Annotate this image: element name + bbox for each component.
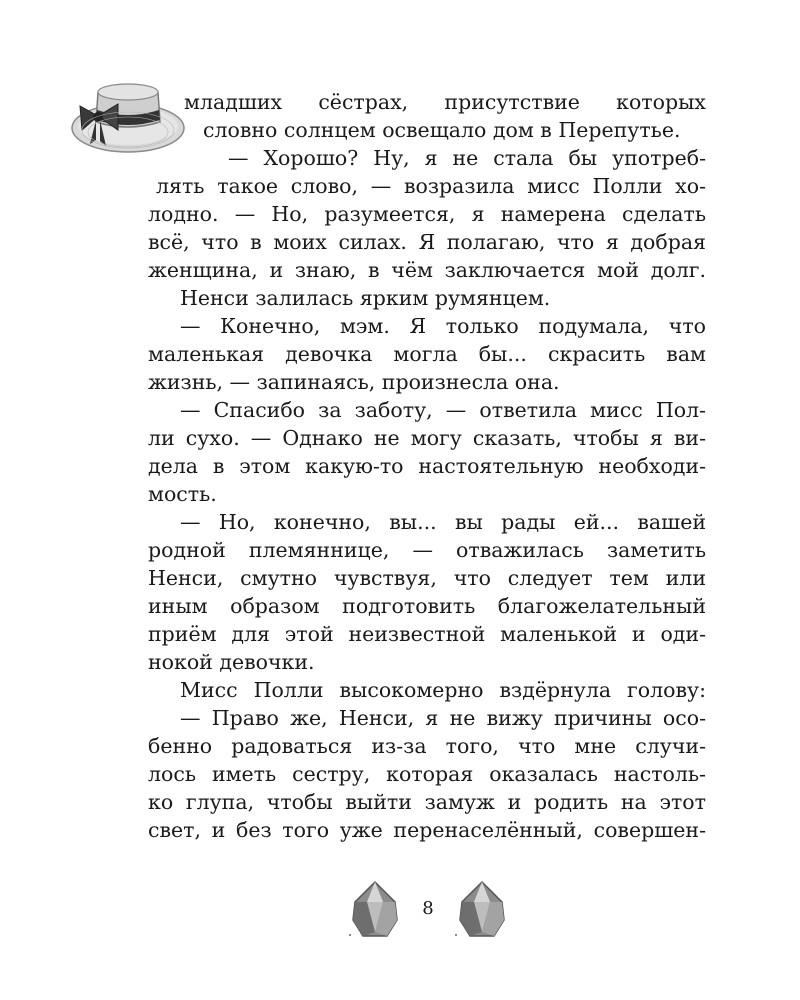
text-line: женщина, и знаю, в чём заключается мой долг. xyxy=(148,258,706,282)
decorative-dot xyxy=(455,934,457,936)
text-line: родной племяннице, — отважилась заметить xyxy=(148,538,706,562)
text-line: Ненси залилась ярким румянцем. xyxy=(180,286,551,310)
text-line: жизнь, — запинаясь, произнесла она. xyxy=(148,370,560,394)
text-line: — Конечно, мэм. Я только подумала, что xyxy=(180,314,706,338)
text-line: лять такое слово, — возразила мисс Полли хо- xyxy=(156,174,706,198)
text-line: словно солнцем освещало дом в Перепутье. xyxy=(203,118,681,142)
text-line: лось иметь сестру, которая оказалась настоль- xyxy=(148,762,706,786)
text-line: приём для этой неизвестной маленькой и оди- xyxy=(148,622,706,646)
text-line: всё, что в моих силах. Я полагаю, что я добрая xyxy=(148,230,706,254)
decorative-dot xyxy=(349,934,351,936)
text-line: свет, и без того уже перенаселённый, совершен- xyxy=(148,818,706,842)
gem-icon xyxy=(347,880,403,942)
text-line: дела в этом какую-то настоятельную необходи- xyxy=(148,454,706,478)
text-line: младших сёстрах, присутствие которых xyxy=(184,90,706,114)
text-line: мость. xyxy=(148,482,217,506)
text-line: ко глупа, чтобы выйти замуж и родить на этот xyxy=(148,790,706,814)
text-line: маленькая девочка могла бы... скрасить вам xyxy=(148,342,706,366)
text-line: Мисс Полли высокомерно вздёрнула голову: xyxy=(180,678,706,702)
text-line: — Спасибо за заботу, — ответила мисс Пол- xyxy=(180,398,706,422)
text-line: — Право же, Ненси, я не вижу причины осо- xyxy=(180,706,706,730)
text-line: бенно радоваться из-за того, что мне случи- xyxy=(148,734,706,758)
page-number: 8 xyxy=(422,898,434,919)
page-footer xyxy=(0,880,800,950)
gem-icon xyxy=(454,880,510,942)
text-line: — Но, конечно, вы... вы рады ей... вашей xyxy=(180,510,706,534)
text-line: нокой девочки. xyxy=(148,650,315,674)
text-line: ли сухо. — Однако не могу сказать, чтобы я ви- xyxy=(148,426,706,450)
text-line: иным образом подготовить благожелательный xyxy=(148,594,706,618)
page-body-text xyxy=(148,88,706,844)
text-line: Ненси, смутно чувствуя, что следует тем или xyxy=(148,566,706,590)
text-line: лодно. — Но, разумеется, я намерена сделать xyxy=(148,202,706,226)
text-line: — Хорошо? Ну, я не стала бы употреб- xyxy=(228,146,706,170)
